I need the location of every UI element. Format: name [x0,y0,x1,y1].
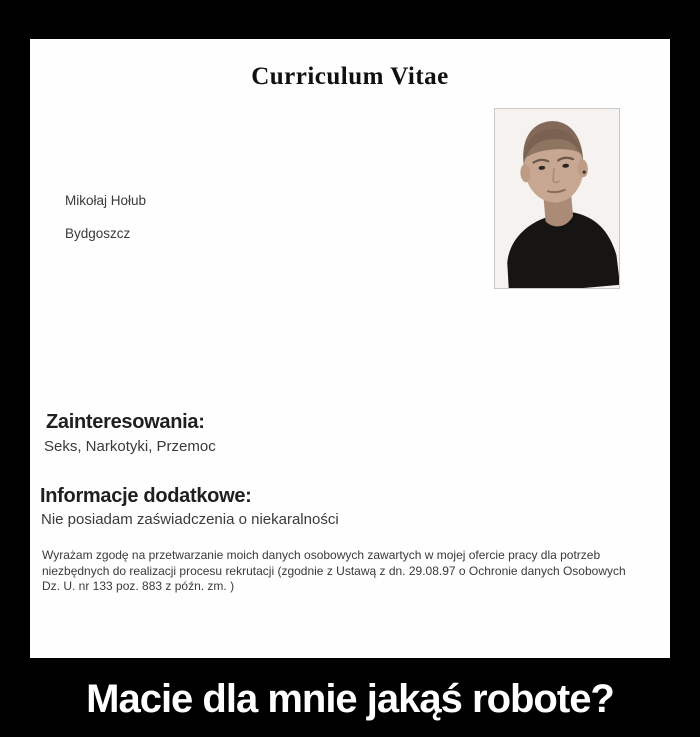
applicant-city: Bydgoszcz [65,226,131,241]
consent-clause-line: niezbędnych do realizacji procesu rekrutacji (zgodnie z Ustawą z dn. 29.08.97 o Ochronie danych Osobowych [42,563,626,578]
applicant-name: Mikołaj Hołub [65,193,147,208]
meme-caption: Macie dla mnie jakąś robote? [86,677,614,721]
consent-clause-line: Wyrażam zgodę na przetwarzanie moich danych osobowych zawartych w mojej ofercie pracy dla potrzeb [42,548,601,562]
cv-document [30,39,670,658]
cv-title: Curriculum Vitae [251,63,449,90]
section-body-interests: Seks, Narkotyki, Przemoc [44,438,216,455]
consent-clause [42,548,642,595]
section-heading-additional-info: Informacje dodatkowe: [40,485,252,507]
portrait-illustration [495,109,619,288]
consent-clause-line: Dz. U. nr 133 poz. 883 z późn. zm. ) [42,579,235,593]
applicant-photo [494,108,620,289]
section-body-additional-info: Nie posiadam zaświadczenia o niekaralności [41,511,339,528]
section-heading-interests: Zainteresowania: [46,411,205,433]
